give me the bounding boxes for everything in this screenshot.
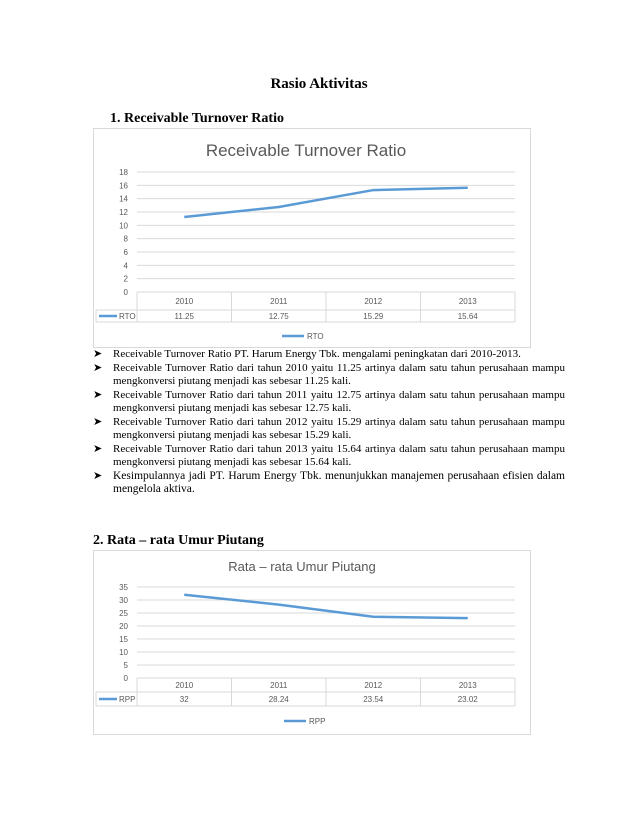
arrow-bullet-icon: ➤	[93, 389, 103, 401]
bullet-item	[93, 389, 565, 415]
y-tick-label: 35	[119, 583, 128, 592]
y-tick-label: 25	[119, 609, 128, 618]
bullet-item	[93, 443, 565, 469]
table-series-label: RPP	[119, 695, 136, 704]
data-table-value: 23.02	[457, 695, 478, 704]
data-table-value: 15.64	[457, 312, 478, 321]
y-tick-label: 8	[123, 234, 128, 244]
data-table-value: 32	[179, 695, 189, 704]
y-tick-label: 2	[123, 274, 128, 284]
arrow-bullet-icon: ➤	[93, 470, 103, 482]
arrow-bullet-icon: ➤	[93, 362, 103, 374]
legend-label: RTO	[307, 332, 324, 341]
y-tick-label: 0	[123, 674, 128, 683]
series-line-rpp	[184, 595, 468, 618]
section-2-heading: 2. Rata – rata Umur Piutang	[93, 533, 264, 548]
rto-line-chart	[94, 129, 530, 347]
bullet-text: Receivable Turnover Ratio dari tahun 2011 yaitu 12.75 artinya dalam satu tahun perusahaan mampu mengkonversi piutang menjadi kas sebesar 12.75 kali.	[113, 389, 565, 414]
bullet-text: Kesimpulannya jadi PT. Harum Energy Tbk. menunjukkan manajemen perusahaan efisien dalam mengelola aktiva.	[113, 470, 565, 495]
bullet-item	[93, 348, 565, 361]
y-tick-label: 15	[119, 635, 128, 644]
data-table-value: 12.75	[268, 312, 289, 321]
arrow-bullet-icon: ➤	[93, 443, 103, 455]
x-category-label: 2011	[270, 297, 288, 306]
data-table-value: 28.24	[268, 695, 289, 704]
arrow-bullet-icon: ➤	[93, 348, 103, 360]
chart-title: Rata – rata Umur Piutang	[228, 559, 376, 574]
table-series-label: RTO	[119, 312, 136, 321]
section-1-heading: 1. Receivable Turnover Ratio	[110, 111, 284, 126]
bullet-item	[93, 416, 565, 442]
bullet-text: Receivable Turnover Ratio dari tahun 2013 yaitu 15.64 artinya dalam satu tahun perusahaan mampu mengkonversi piutang menjadi kas sebesar 15.64 kali.	[113, 443, 565, 468]
y-tick-label: 30	[119, 596, 128, 605]
legend-label: RPP	[309, 717, 326, 726]
series-line-rto	[184, 188, 468, 217]
bullet-text: Receivable Turnover Ratio PT. Harum Energy Tbk. mengalami peningkatan dari 2010-2013.	[113, 348, 521, 360]
rpp-line-chart	[94, 551, 530, 734]
y-tick-label: 10	[119, 648, 128, 657]
x-category-label: 2012	[364, 681, 383, 690]
data-table-value: 15.29	[363, 312, 384, 321]
rto-chart-container	[93, 128, 531, 348]
y-tick-label: 0	[123, 288, 128, 297]
x-category-label: 2010	[175, 681, 194, 690]
y-tick-label: 4	[123, 261, 128, 271]
y-tick-label: 20	[119, 622, 128, 631]
bullet-text: Receivable Turnover Ratio dari tahun 2010 yaitu 11.25 artinya dalam satu tahun perusahaan mampu mengkonversi piutang menjadi kas sebesar 11.25 kali.	[113, 362, 565, 387]
x-category-label: 2010	[175, 297, 194, 306]
x-category-label: 2011	[270, 681, 288, 690]
x-category-label: 2013	[458, 681, 477, 690]
rto-bullet-list	[93, 348, 565, 497]
y-tick-label: 14	[119, 194, 128, 204]
y-tick-label: 5	[123, 661, 128, 670]
bullet-item	[93, 362, 565, 388]
bullet-text: Receivable Turnover Ratio dari tahun 2012 yaitu 15.29 artinya dalam satu tahun perusahaan mampu mengkonversi piutang menjadi kas sebesar 15.29 kali.	[113, 416, 565, 441]
chart-title: Receivable Turnover Ratio	[205, 141, 407, 160]
bullet-item	[93, 470, 565, 496]
x-category-label: 2012	[364, 297, 383, 306]
page-title: Rasio Aktivitas	[270, 76, 368, 92]
y-tick-label: 18	[119, 168, 128, 177]
arrow-bullet-icon: ➤	[93, 416, 103, 428]
y-tick-label: 6	[123, 248, 128, 257]
rpp-chart-container	[93, 550, 531, 735]
y-tick-label: 10	[119, 221, 128, 231]
data-table-value: 23.54	[363, 695, 384, 704]
x-category-label: 2013	[458, 297, 477, 306]
y-tick-label: 16	[119, 181, 128, 191]
y-tick-label: 12	[119, 208, 128, 217]
data-table-value: 11.25	[174, 312, 194, 321]
